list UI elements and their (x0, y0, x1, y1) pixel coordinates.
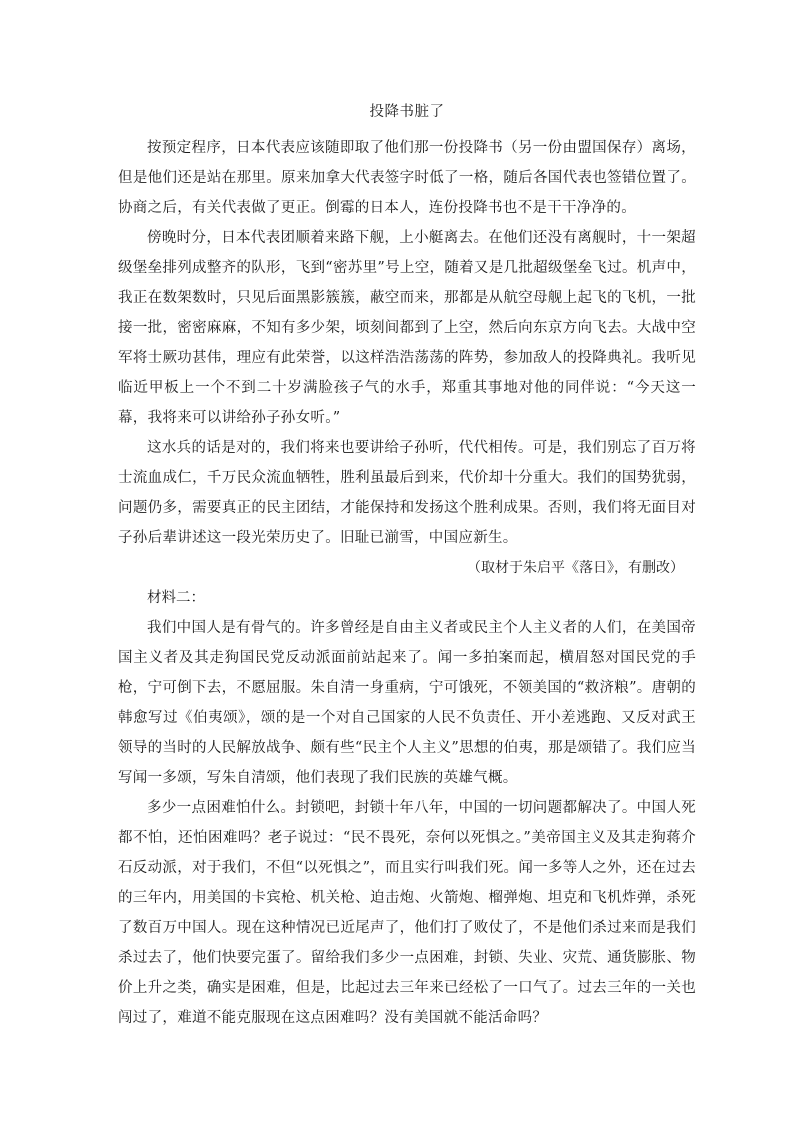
paragraph-3: 这水兵的话是对的，我们将来也要讲给子孙听，代代相传。可是，我们别忘了百万将士流血成仁，千万民众流血牺牲，胜利虽最后到来，代价却十分重大。我们的国势犹弱，问题仍多，需要真正的民主团结，才能保持和发扬这个胜利成果。否则，我们将无面目对子孙后辈讲述这一段光荣历史了。旧耻已湔雪，中国应新生。 (118, 440, 696, 546)
material-two-label: 材料二： (147, 590, 205, 606)
source-citation: （取材于朱启平《落日》，有删改） (467, 560, 684, 576)
paragraph-4: 我们中国人是有骨气的。许多曾经是自由主义者或民主个人主义者的人们，在美国帝国主义者及其走狗国民党反动派面前站起来了。闻一多拍案而起，横眉怒对国民党的手枪，宁可倒下去，不愿屈服。朱自清一身重病，宁可饿死，不领美国的“救济粮”。唐朝的韩愈写过《伯夷颂》，颂的是一个对自己国家的人民不负责任、开小差逃跑、又反对武王领导的当时的人民解放战争、颇有些“民主个人主义”思想的伯夷，那是颂错了。我们应当写闻一多颂，写朱自清颂，他们表现了我们民族的英雄气概。 (118, 620, 696, 786)
paragraph-2: 傍晚时分，日本代表团顺着来路下舰，上小艇离去。在他们还没有离舰时，十一架超级堡垒排列成整齐的队形，飞到“密苏里”号上空，随着又是几批超级堡垒飞过。机声中，我正在数架数时，只见后面黑影簇簇，蔽空而来，那都是从航空母舰上起飞的飞机，一批接一批，密密麻麻，不知有多少架，顷刻间都到了上空，然后向东京方向飞去。大战中空军将士厥功甚伟，理应有此荣誉，以这样浩浩荡荡的阵势，参加敌人的投降典礼。我听见临近甲板上一个不到二十岁满脸孩子气的水手，郑重其事地对他的同伴说：“今天这一幕，我将来可以讲给孙子孙女听。” (118, 230, 696, 426)
paragraph-1: 按预定程序，日本代表应该随即取了他们那一份投降书（另一份由盟国保存）离场，但是他们还是站在那里。原来加拿大代表签字时低了一格，随后各国代表也签错位置了。协商之后，有关代表做了更正。倒霉的日本人，连份投降书也不是干干净净的。 (118, 140, 696, 216)
paragraph-5: 多少一点困难怕什么。封锁吧，封锁十年八年，中国的一切问题都解决了。中国人死都不怕，还怕困难吗？老子说过：“民不畏死，奈何以死惧之。”美帝国主义及其走狗蒋介石反动派，对于我们，不但“以死惧之”，而且实行叫我们死。闻一多等人之外，还在过去的三年内，用美国的卡宾枪、机关枪、迫击炮、火箭炮、榴弹炮、坦克和飞机炸弹，杀死了数百万中国人。现在这种情况已近尾声了，他们打了败仗了，不是他们杀过来而是我们杀过去了，他们快要完蛋了。留给我们多少一点困难，封锁、失业、灾荒、通货膨胀、物价上升之类，确实是困难，但是，比起过去三年来已经松了一口气了。过去三年的一关也闯过了，难道不能克服现在这点困难吗？没有美国就不能活命吗？ (118, 800, 696, 1026)
article-title: 投降书脏了 (369, 104, 445, 120)
